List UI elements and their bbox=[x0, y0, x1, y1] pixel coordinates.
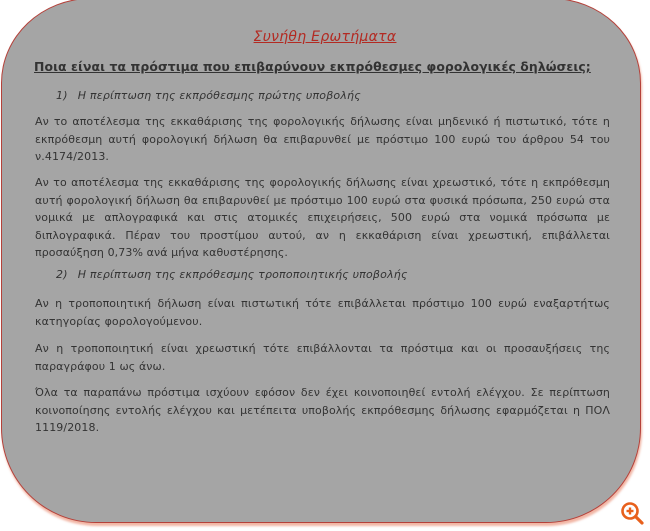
section-2-number: 2) bbox=[56, 268, 68, 281]
zoom-in-icon[interactable] bbox=[619, 500, 645, 526]
section-2-title: Η περίπτωση της εκπρόθεσμης τροποποιητικής υποβολής bbox=[77, 268, 408, 281]
faq-title: Συνήθη Ερωτήματα bbox=[253, 29, 397, 45]
faq-card bbox=[1, 0, 641, 523]
section-1-paragraph-1: Αν το αποτέλεσμα της εκκαθάρισης της φορολογικής δήλωσης είναι μηδενικό ή πιστωτικό, τότε η εκπρόθεσμη αυτή φορολογική δήλωση θα επιβαρυνθεί με πρόστιμο 100 ευρώ του άρθρου 54 του ν.4174/2013. bbox=[35, 115, 610, 163]
section-2-paragraph-2: Αν η τροποποιητική είναι χρεωστική τότε επιβάλλονται τα πρόστιμα και οι προσαυξήσεις της παραγράφου 1 ως άνω. bbox=[35, 342, 610, 373]
section-1-title: Η περίπτωση της εκπρόθεσμης πρώτης υποβολής bbox=[77, 89, 361, 102]
section-1-paragraph-2: Αν το αποτέλεσμα της εκκαθάρισης της φορολογικής δήλωσης είναι χρεωστικό, τότε η εκπρόθεσμη αυτή φορολογική δήλωση θα επιβαρυνθεί με πρόστιμο 100 ευρώ στα φυσικά πρόσωπα, 250 ευρώ στα νομικά με απλογραφικά και στις ατομικές επιχειρήσεις, 500 ευρώ στα νομικά πρόσωπα με διπλογραφικά. Πέραν του προστίμου αυτού, αν η εκκαθάριση είναι χρεωστική, επιβάλλεται προσαύξηση 0,73% ανά μήνα καθυστέρησης. bbox=[35, 176, 610, 259]
section-1-number: 1) bbox=[56, 89, 68, 102]
faq-question: Ποια είναι τα πρόστιμα που επιβαρύνουν εκπρόθεσμες φορολογικές δηλώσεις; bbox=[34, 59, 591, 74]
closing-paragraph: Όλα τα παραπάνω πρόστιμα ισχύουν εφόσον δεν έχει κοινοποιηθεί εντολή ελέγχου. Σε περίπτωση κοινοποίησης εντολής ελέγχου και μετέπειτα υποβολής εκπρόθεσμης δήλωσης εφαρμόζεται η ΠΟΛ 1119/2018. bbox=[35, 386, 610, 434]
section-2-paragraph-1: Αν η τροποποιητική δήλωση είναι πιστωτική τότε επιβάλλεται πρόστιμο 100 ευρώ εναξαρτήτως κατηγορίας φορολογούμενου. bbox=[35, 297, 610, 328]
section-1-heading bbox=[56, 89, 361, 102]
section-2-heading bbox=[56, 268, 408, 281]
